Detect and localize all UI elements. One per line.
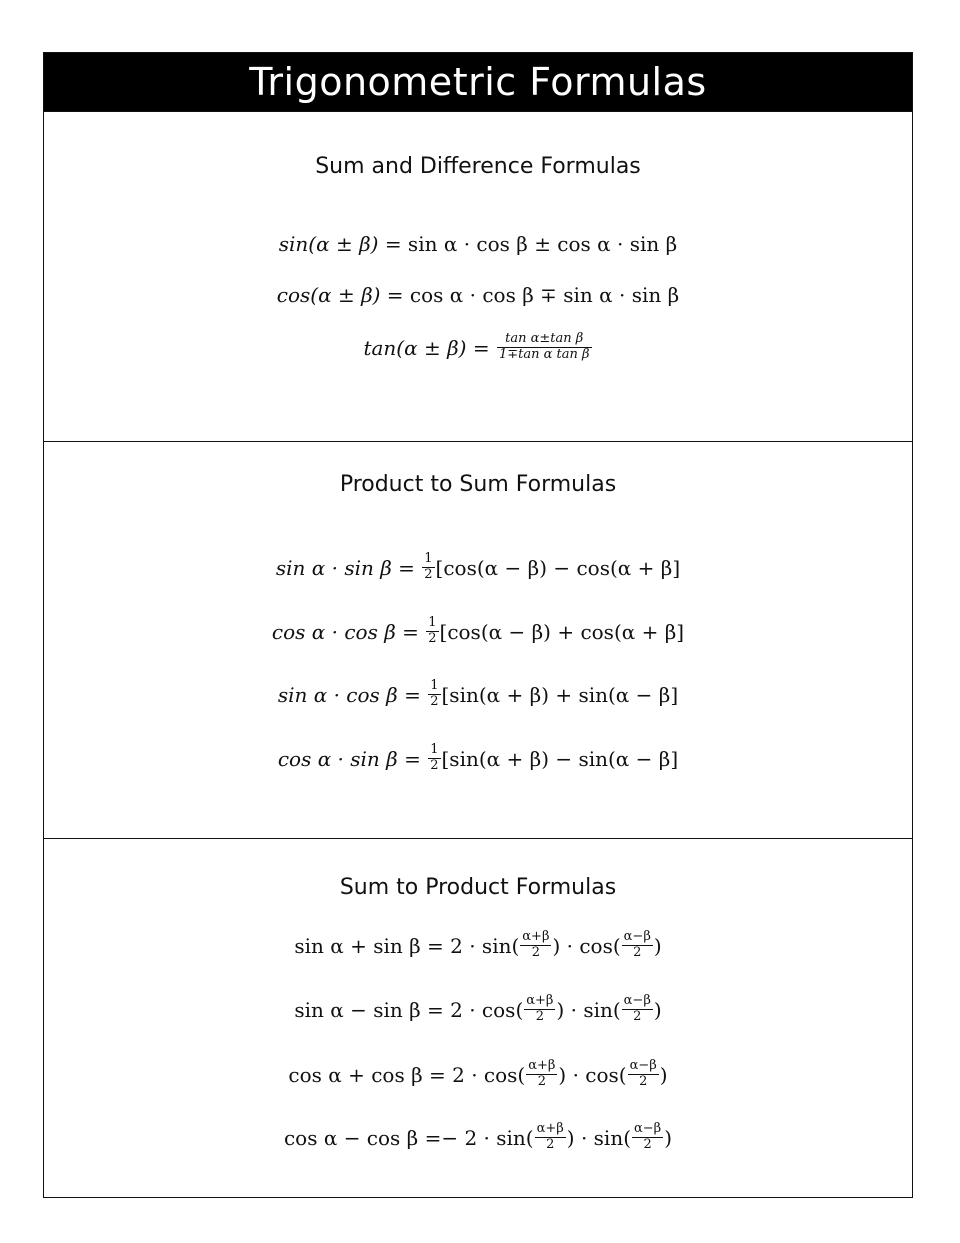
section-heading: Product to Sum Formulas (339, 472, 617, 497)
section-product-to-sum (44, 441, 912, 839)
formula-rhs: [cos(α − β) + cos(α + β] (439, 619, 685, 644)
fraction (632, 1122, 663, 1153)
fraction-denominator: 2 (430, 693, 439, 709)
formula-rhs: = cos α · cos β ∓ sin α · sin β (386, 283, 680, 307)
formula-lhs: cos α + cos β = 2 · cos( (288, 1062, 526, 1087)
fraction (535, 1122, 566, 1153)
fraction-numerator: α+β (526, 993, 554, 1008)
formula-sin-cos-product (44, 678, 912, 712)
fraction-numerator: α+β (522, 929, 550, 944)
formula-cos-sum-difference (44, 283, 912, 307)
fraction-numerator: α−β (629, 1058, 657, 1073)
page-title: Trigonometric Formulas (44, 53, 912, 111)
formula-sin-minus-sin (44, 993, 912, 1027)
fraction-numerator: 1 (430, 678, 439, 693)
section-sum-difference (44, 111, 912, 442)
formula-middle: ) · cos( (558, 1062, 627, 1087)
section-heading: Sum to Product Formulas (339, 875, 617, 900)
fraction-denominator: 2 (428, 630, 437, 646)
formula-rhs: [sin(α + β) − sin(α − β] (441, 746, 679, 771)
fraction-denominator: 2 (633, 944, 642, 960)
fraction-numerator: 1 (430, 742, 439, 757)
fraction-denominator: 2 (643, 1136, 652, 1152)
formula-middle: ) · sin( (566, 1125, 632, 1150)
formula-middle: ) · cos( (552, 933, 621, 958)
fraction-numerator: α−β (623, 929, 651, 944)
fraction-numerator: α+β (536, 1121, 564, 1136)
fraction (622, 930, 653, 961)
formula-tan-sum-difference (44, 331, 912, 365)
formula-lhs: sin α · sin β = (275, 555, 415, 580)
fraction-denominator: 2 (633, 1008, 642, 1024)
formula-rhs: [sin(α + β) + sin(α − β] (441, 682, 679, 707)
fraction-numerator: α+β (528, 1058, 556, 1073)
formula-end: ) (664, 1125, 673, 1150)
formula-equals: = (472, 335, 490, 360)
formula-sin-sin-product (44, 551, 912, 585)
formula-cos-sin-product (44, 742, 912, 776)
fraction (628, 1059, 659, 1090)
half-fraction (428, 743, 440, 774)
fraction-denominator: 2 (424, 566, 433, 582)
fraction-numerator: tan α±tan β (497, 332, 592, 348)
fraction-denominator: 2 (639, 1073, 648, 1089)
fraction-denominator: 2 (537, 1073, 546, 1089)
formula-end: ) (659, 1062, 668, 1087)
formula-sin-plus-sin (44, 929, 912, 963)
fraction (526, 1059, 557, 1090)
formula-lhs: sin α + sin β = 2 · sin( (294, 933, 520, 958)
fraction-numerator: α−β (623, 993, 651, 1008)
half-fraction (422, 552, 434, 583)
fraction-numerator: α−β (634, 1121, 662, 1136)
half-fraction (428, 679, 440, 710)
formula-lhs: cos α · sin β = (277, 746, 421, 771)
fraction (524, 994, 555, 1025)
fraction (622, 994, 653, 1025)
section-heading: Sum and Difference Formulas (315, 154, 641, 179)
fraction-denominator: 2 (430, 757, 439, 773)
formula-end: ) (653, 933, 662, 958)
formula-cos-minus-cos (44, 1121, 912, 1155)
formula-lhs: sin(α ± β) (278, 232, 379, 256)
formula-middle: ) · sin( (556, 997, 621, 1022)
fraction-numerator: 1 (424, 551, 433, 566)
fraction-denominator: 1∓tan α tan β (498, 346, 590, 362)
formula-lhs: cos α · cos β = (271, 619, 419, 644)
fraction-numerator: 1 (428, 615, 437, 630)
formula-lhs: sin α − sin β = 2 · cos( (294, 997, 524, 1022)
fraction (497, 332, 592, 363)
formula-rhs: [cos(α − β) − cos(α + β] (435, 555, 681, 580)
fraction-denominator: 2 (535, 1008, 544, 1024)
formula-rhs: = sin α · cos β ± cos α · sin β (384, 232, 678, 256)
formula-lhs: tan(α ± β) (363, 335, 467, 360)
formula-lhs: cos α − cos β =− 2 · sin( (283, 1125, 534, 1150)
formula-cos-cos-product (44, 615, 912, 649)
formula-lhs: sin α · cos β = (277, 682, 421, 707)
formula-sheet (43, 52, 913, 1198)
formula-end: ) (653, 997, 662, 1022)
half-fraction (426, 616, 438, 647)
fraction-denominator: 2 (546, 1136, 555, 1152)
formula-cos-plus-cos (44, 1058, 912, 1092)
fraction (520, 930, 551, 961)
fraction-denominator: 2 (531, 944, 541, 960)
formula-sin-sum-difference (44, 232, 912, 256)
section-sum-to-product (44, 838, 912, 1198)
formula-lhs: cos(α ± β) (276, 283, 381, 307)
